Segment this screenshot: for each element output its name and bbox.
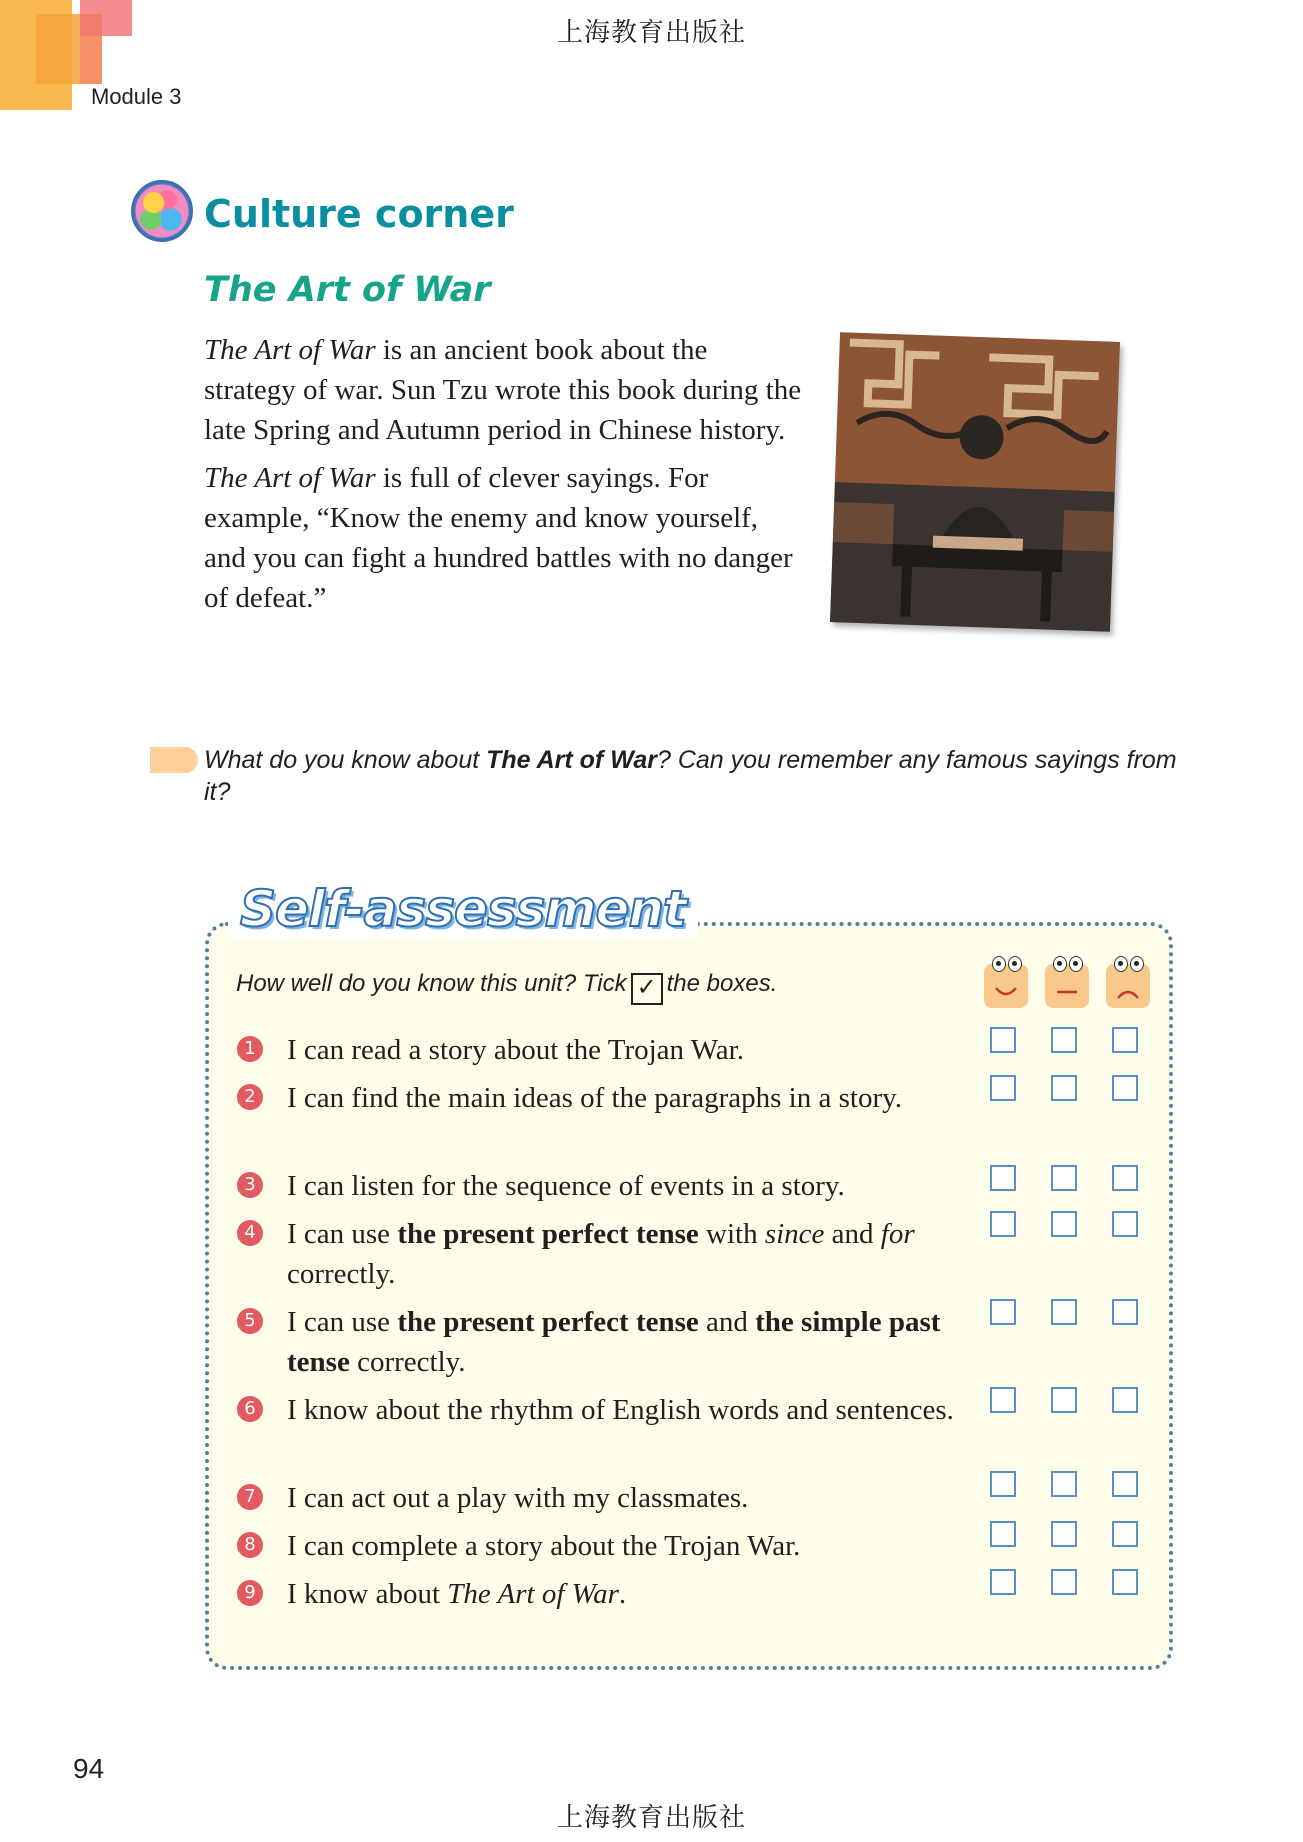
- item-number-badge: 4: [237, 1220, 263, 1246]
- article-body: [204, 330, 804, 626]
- checkbox-ok[interactable]: [1051, 1521, 1077, 1547]
- checkbox-good[interactable]: [990, 1521, 1016, 1547]
- tick-icon: ✓: [631, 973, 663, 1005]
- checkbox-poor[interactable]: [1112, 1387, 1138, 1413]
- checkbox-poor[interactable]: [1112, 1521, 1138, 1547]
- checkbox-good[interactable]: [990, 1165, 1016, 1191]
- checkbox-poor[interactable]: [1112, 1211, 1138, 1237]
- item-text: I can read a story about the Trojan War.: [287, 1034, 744, 1066]
- checkbox-good[interactable]: [990, 1027, 1016, 1053]
- checkbox-poor[interactable]: [1112, 1299, 1138, 1325]
- culture-corner-icon: [131, 180, 193, 242]
- item-text: I can find the main ideas of the paragraphs in a story.: [287, 1082, 902, 1114]
- checkbox-ok[interactable]: [1051, 1075, 1077, 1101]
- item-number-badge: 2: [237, 1084, 263, 1110]
- module-label: Module 3: [91, 84, 182, 109]
- article-paragraph-1: The Art of War is an ancient book about the strategy of war. Sun Tzu wrote this book during the late Spring and Autumn period in Chinese history.: [204, 334, 802, 446]
- checkbox-ok[interactable]: [1051, 1299, 1077, 1325]
- item-number-badge: 3: [237, 1172, 263, 1198]
- checkbox-ok[interactable]: [1051, 1165, 1077, 1191]
- checkbox-poor[interactable]: [1112, 1165, 1138, 1191]
- publisher-footer: 上海教育出版社: [556, 1803, 746, 1833]
- item-text: I can complete a story about the Trojan War.: [287, 1530, 801, 1562]
- checkbox-poor[interactable]: [1112, 1471, 1138, 1497]
- checkbox-good[interactable]: [990, 1299, 1016, 1325]
- discussion-question: What do you know about The Art of War? Can you remember any famous sayings from it?: [204, 746, 1177, 806]
- question-marker: [150, 747, 198, 773]
- article-paragraph-2: The Art of War is full of clever sayings. For example, “Know the enemy and know yourself, and you can fight a hundred battles with no danger of defeat.”: [204, 462, 793, 614]
- checkbox-ok[interactable]: [1051, 1211, 1077, 1237]
- checkbox-good[interactable]: [990, 1471, 1016, 1497]
- checkbox-ok[interactable]: [1051, 1027, 1077, 1053]
- neutral-face-icon: [1045, 964, 1089, 1008]
- sun-tzu-statue-photo: [830, 332, 1120, 632]
- item-text: I can use the present perfect tense and the simple past tense correctly.: [287, 1306, 941, 1378]
- item-number-badge: 5: [237, 1308, 263, 1334]
- checkbox-ok[interactable]: [1051, 1471, 1077, 1497]
- checkbox-ok[interactable]: [1051, 1387, 1077, 1413]
- article-title: The Art of War: [204, 270, 491, 310]
- culture-corner-heading: Culture corner: [204, 192, 514, 236]
- checkbox-poor[interactable]: [1112, 1027, 1138, 1053]
- checkbox-good[interactable]: [990, 1387, 1016, 1413]
- happy-face-icon: [984, 964, 1028, 1008]
- self-assessment-instruction: How well do you know this unit? Tick ✓ the boxes.: [236, 970, 777, 1005]
- checkbox-good[interactable]: [990, 1569, 1016, 1595]
- checkbox-good[interactable]: [990, 1211, 1016, 1237]
- self-assessment-title: Self-assessment: [228, 880, 698, 938]
- item-text: I can use the present perfect tense with since and for correctly.: [287, 1218, 915, 1290]
- item-number-badge: 9: [237, 1580, 263, 1606]
- item-number-badge: 8: [237, 1532, 263, 1558]
- page-number: 94: [73, 1753, 105, 1784]
- item-text: I can listen for the sequence of events in a story.: [287, 1170, 845, 1202]
- item-text: I know about the rhythm of English words and sentences.: [287, 1394, 954, 1426]
- item-number-badge: 6: [237, 1396, 263, 1422]
- item-text: I can act out a play with my classmates.: [287, 1482, 749, 1514]
- item-text: I know about The Art of War.: [287, 1578, 627, 1610]
- checkbox-poor[interactable]: [1112, 1569, 1138, 1595]
- checkbox-good[interactable]: [990, 1075, 1016, 1101]
- publisher-header: 上海教育出版社: [556, 18, 746, 48]
- checkbox-poor[interactable]: [1112, 1075, 1138, 1101]
- sad-face-icon: [1106, 964, 1150, 1008]
- item-number-badge: 1: [237, 1036, 263, 1062]
- checkbox-ok[interactable]: [1051, 1569, 1077, 1595]
- item-number-badge: 7: [237, 1484, 263, 1510]
